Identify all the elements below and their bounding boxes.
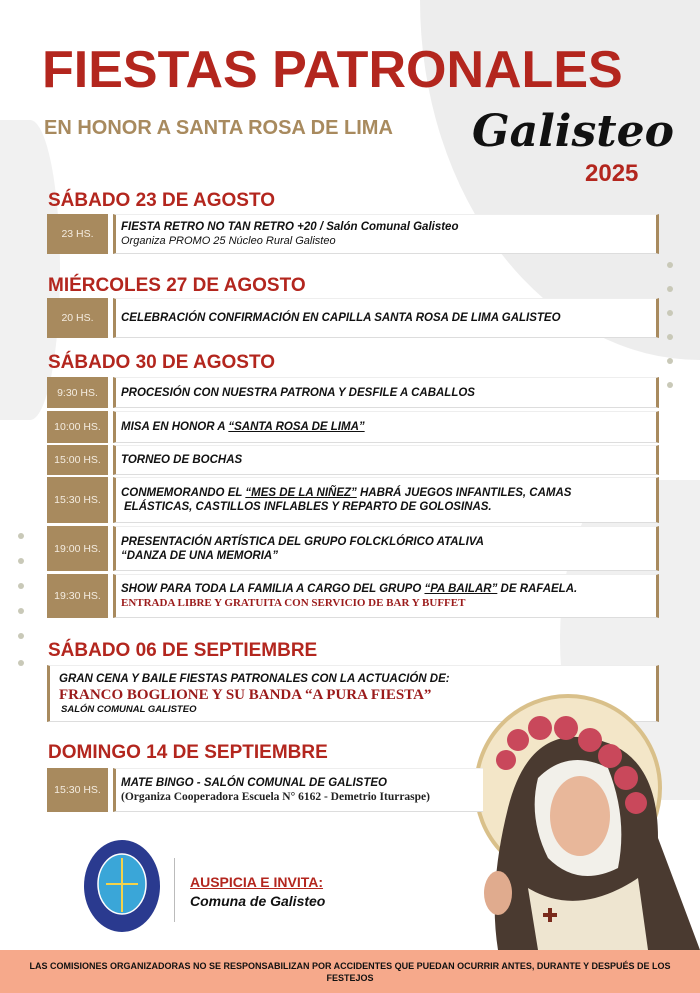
decorative-dot <box>667 382 673 388</box>
decorative-dot <box>667 262 673 268</box>
event-time: 23 HS. <box>47 214 108 254</box>
event-title-text: DE RAFAELA. <box>497 583 578 595</box>
sponsor-heading: AUSPICIA E INVITA: <box>190 874 324 890</box>
decorative-dot <box>667 286 673 292</box>
event-performer: FRANCO BOGLIONE Y SU BANDA “A PURA FIESTA” <box>59 686 432 703</box>
event-title <box>121 486 651 500</box>
event-title: GRAN CENA Y BAILE FIESTAS PATRONALES CON LA ACTUACIÓN DE: <box>59 672 450 685</box>
event-time: 9:30 HS. <box>47 377 108 408</box>
day-heading: MIÉRCOLES 27 DE AGOSTO <box>48 275 306 296</box>
decorative-dot <box>18 583 24 589</box>
day-heading: DOMINGO 14 DE SEPTIEMBRE <box>48 742 328 763</box>
event-venue: SALÓN COMUNAL GALISTEO <box>61 703 197 715</box>
event-highlight: “SANTA ROSA DE LIMA” <box>228 421 365 433</box>
event-title-cont: ELÁSTICAS, CASTILLOS INFLABLES Y REPARTO DE GOLOSINAS. <box>124 501 492 513</box>
event-title-text: SHOW PARA TODA LA FAMILIA A CARGO DEL GRUPO <box>121 583 425 595</box>
event-title-text: HABRÁ JUEGOS INFANTILES, CAMAS <box>356 487 572 499</box>
day-heading: SÁBADO 06 DE SEPTIEMBRE <box>48 640 318 661</box>
event-title: PROCESIÓN CON NUESTRA PATRONA Y DESFILE A CABALLOS <box>121 386 475 399</box>
event-subtitle: “DANZA DE UNA MEMORIA” <box>121 549 278 562</box>
event-details <box>113 298 659 338</box>
santa-rosa-illustration <box>468 688 700 950</box>
decorative-dot <box>18 633 24 639</box>
day-heading: SÁBADO 23 DE AGOSTO <box>48 190 275 211</box>
event-title: CELEBRACIÓN CONFIRMACIÓN EN CAPILLA SANTA ROSA DE LIMA GALISTEO <box>121 312 561 324</box>
event-details <box>113 768 483 812</box>
town-name: Galisteo <box>472 106 674 157</box>
event-title-text: MISA EN HONOR A <box>121 421 229 433</box>
event-title <box>121 420 651 434</box>
event-title: FIESTA RETRO NO TAN RETRO +20 / Salón Comunal Galisteo <box>121 221 459 233</box>
decorative-dot <box>18 660 24 666</box>
background-shape <box>0 120 60 420</box>
event-time: 10:00 HS. <box>47 411 108 443</box>
event-time: 19:00 HS. <box>47 526 108 571</box>
decorative-dot <box>667 358 673 364</box>
sponsor-name: Comuna de Galisteo <box>190 893 326 909</box>
day-heading: SÁBADO 30 DE AGOSTO <box>48 352 275 373</box>
event-time: 15:30 HS. <box>47 477 108 523</box>
decorative-dot <box>667 334 673 340</box>
year: 2025 <box>585 160 639 187</box>
decorative-dot <box>18 608 24 614</box>
event-details <box>113 526 659 571</box>
event-highlight: “PA BAILAR” <box>424 583 498 595</box>
event-title: MATE BINGO - SALÓN COMUNAL DE GALISTEO <box>121 777 387 789</box>
event-time: 19:30 HS. <box>47 574 108 618</box>
event-title-text: CONMEMORANDO EL <box>121 487 246 499</box>
poster-title: FIESTAS PATRONALES <box>42 41 623 99</box>
divider <box>174 858 175 922</box>
event-details <box>113 477 659 523</box>
event-note: ENTRADA LIBRE Y GRATUITA CON SERVICIO DE BAR Y BUFFET <box>121 597 466 609</box>
event-details <box>113 214 659 254</box>
event-title <box>121 582 651 596</box>
event-details <box>113 411 659 443</box>
event-details <box>113 445 659 475</box>
event-time: 15:00 HS. <box>47 445 108 475</box>
event-details <box>113 574 659 618</box>
decorative-dot <box>18 533 24 539</box>
poster-subtitle: EN HONOR A SANTA ROSA DE LIMA <box>44 117 393 139</box>
comuna-logo <box>82 838 162 934</box>
decorative-dot <box>18 558 24 564</box>
event-details <box>113 377 659 408</box>
decorative-dot <box>667 310 673 316</box>
event-highlight: “MES DE LA NIÑEZ” <box>245 487 357 499</box>
event-subtitle: Organiza PROMO 25 Núcleo Rural Galisteo <box>121 235 336 247</box>
event-organizer: (Organiza Cooperadora Escuela N° 6162 - Demetrio Iturraspe) <box>121 791 430 803</box>
event-time: 20 HS. <box>47 298 108 338</box>
event-title: PRESENTACIÓN ARTÍSTICA DEL GRUPO FOLCKLÓRICO ATALIVA <box>121 535 484 548</box>
event-title: TORNEO DE BOCHAS <box>121 454 243 466</box>
disclaimer-footer: LAS COMISIONES ORGANIZADORAS NO SE RESPONSABILIZAN POR ACCIDENTES QUE PUEDAN OCURRIR ANTES, DURANTE Y DESPUÉS DE LOS FESTEJOS <box>0 950 700 993</box>
event-time: 15:30 HS. <box>47 768 108 812</box>
